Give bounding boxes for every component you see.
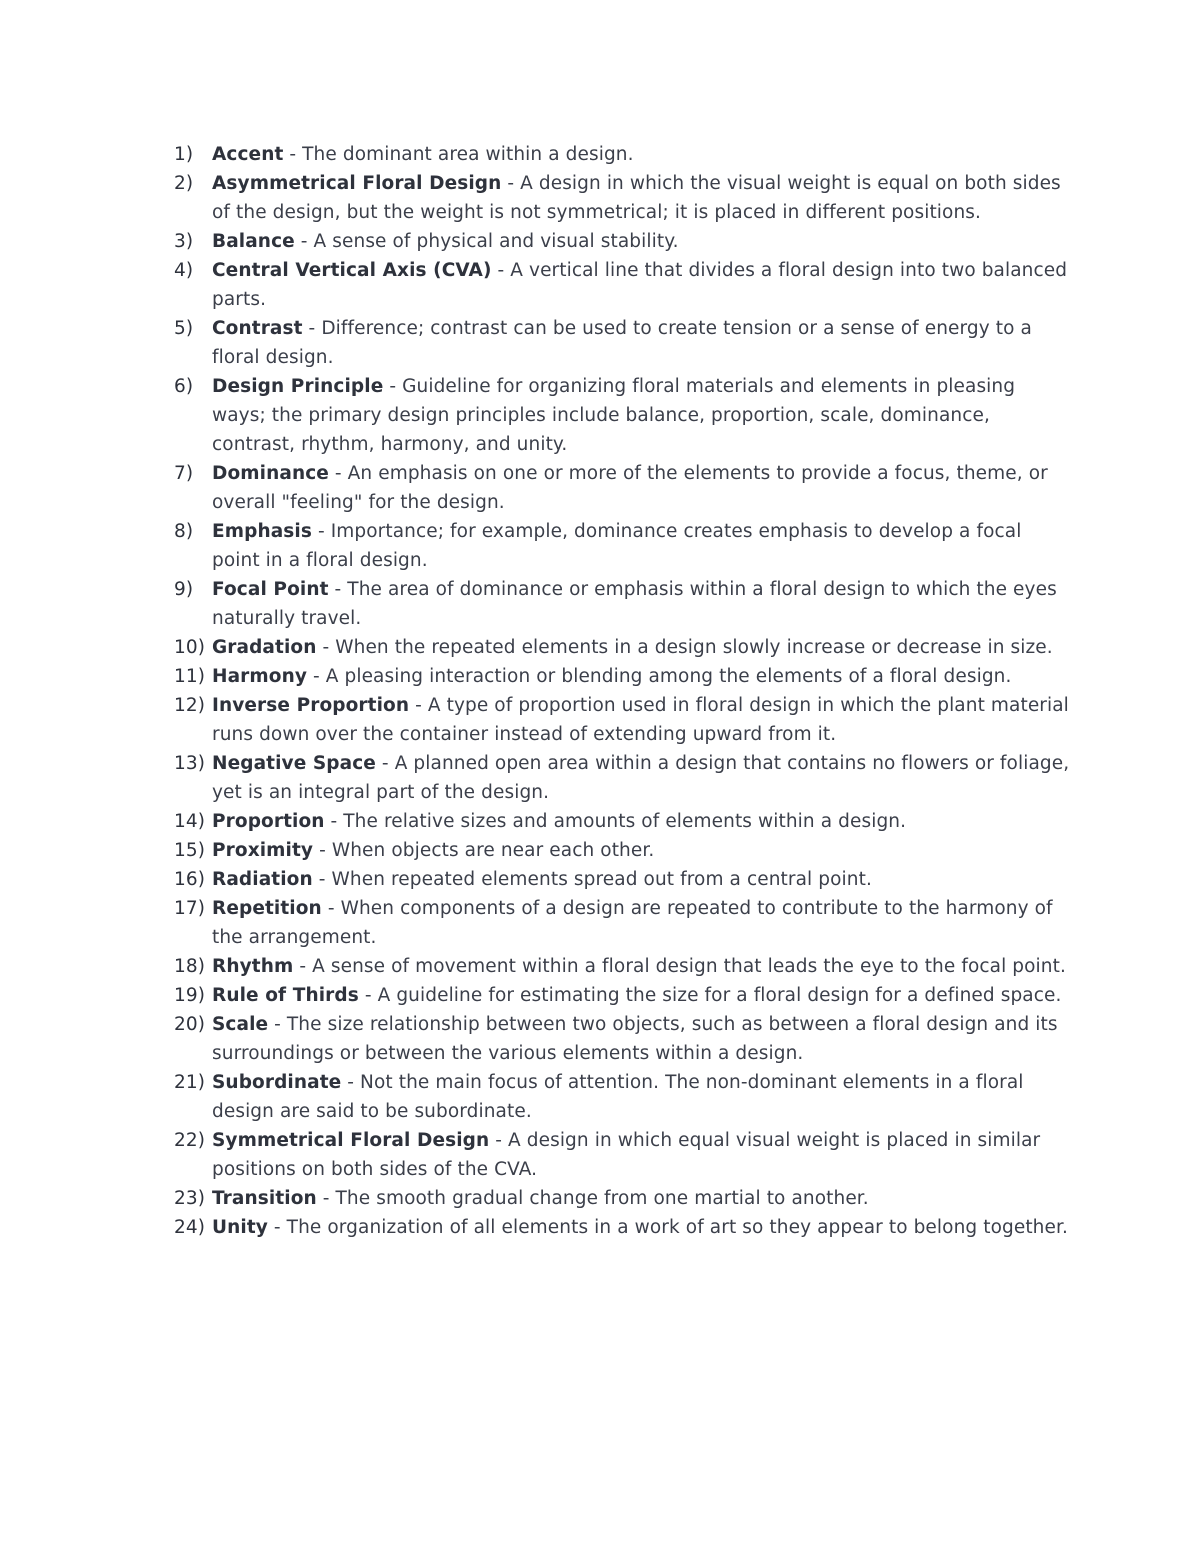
term-word: Subordinate — [212, 1072, 342, 1093]
glossary-item — [174, 256, 1074, 314]
glossary-item — [174, 372, 1074, 459]
term-word: Unity — [212, 1217, 268, 1238]
item-number: 9) — [174, 579, 194, 600]
glossary-item — [174, 1010, 1074, 1068]
item-number: 4) — [174, 260, 194, 281]
term-word: Emphasis — [212, 521, 312, 542]
term-definition: - Not the main focus of attention. The non-dominant elements in a floral design are said to be subordinate. — [212, 1072, 1024, 1122]
glossary-item — [174, 981, 1074, 1010]
item-number: 5) — [174, 318, 194, 339]
term-word: Rhythm — [212, 956, 294, 977]
term-definition: - The smooth gradual change from one martial to another. — [316, 1188, 869, 1209]
term-word: Proportion — [212, 811, 325, 832]
glossary-item — [174, 807, 1074, 836]
item-number: 7) — [174, 463, 194, 484]
term-word: Symmetrical Floral Design — [212, 1130, 490, 1151]
item-number: 12) — [174, 695, 206, 716]
glossary-item — [174, 952, 1074, 981]
item-number: 3) — [174, 231, 194, 252]
item-number: 6) — [174, 376, 194, 397]
item-number: 1) — [174, 144, 194, 165]
term-word: Contrast — [212, 318, 303, 339]
term-word: Accent — [212, 144, 284, 165]
item-number: 20) — [174, 1014, 206, 1035]
term-word: Harmony — [212, 666, 308, 687]
item-number: 8) — [174, 521, 194, 542]
term-word: Proximity — [212, 840, 314, 861]
item-number: 17) — [174, 898, 206, 919]
item-number: 21) — [174, 1072, 206, 1093]
term-definition: - The area of dominance or emphasis within a floral design to which the eyes naturally travel. — [212, 579, 1057, 629]
term-word: Negative Space — [212, 753, 376, 774]
term-definition: - Guideline for organizing floral materials and elements in pleasing ways; the primary design principles include balance, proportion, scale, dominance, contrast, rhythm, harmony, and unity. — [212, 376, 1016, 455]
term-word: Balance — [212, 231, 295, 252]
term-definition: - When the repeated elements in a design slowly increase or decrease in size. — [316, 637, 1053, 658]
glossary-item — [174, 169, 1074, 227]
term-definition: - A design in which the visual weight is equal on both sides of the design, but the weight is not symmetrical; it is placed in different positions. — [212, 173, 1061, 223]
term-word: Focal Point — [212, 579, 329, 600]
item-number: 13) — [174, 753, 206, 774]
term-definition: - The size relationship between two objects, such as between a floral design and its surroundings or between the various elements within a design. — [212, 1014, 1058, 1064]
term-word: Radiation — [212, 869, 313, 890]
glossary-item — [174, 227, 1074, 256]
term-definition: - A planned open area within a design that contains no flowers or foliage, yet is an integral part of the design. — [212, 753, 1070, 803]
glossary-item — [174, 691, 1074, 749]
term-word: Scale — [212, 1014, 269, 1035]
item-number: 11) — [174, 666, 206, 687]
item-number: 23) — [174, 1188, 206, 1209]
term-definition: - Difference; contrast can be used to create tension or a sense of energy to a floral design. — [212, 318, 1032, 368]
term-word: Gradation — [212, 637, 317, 658]
glossary-item — [174, 314, 1074, 372]
item-number: 15) — [174, 840, 206, 861]
term-definition: - When components of a design are repeated to contribute to the harmony of the arrangement. — [212, 898, 1053, 948]
term-definition: - When repeated elements spread out from a central point. — [312, 869, 872, 890]
term-word: Dominance — [212, 463, 329, 484]
glossary-item — [174, 1184, 1074, 1213]
term-word: Asymmetrical Floral Design — [212, 173, 502, 194]
item-number: 10) — [174, 637, 206, 658]
item-number: 14) — [174, 811, 206, 832]
item-number: 18) — [174, 956, 206, 977]
term-definition: - A guideline for estimating the size for a floral design for a defined space. — [358, 985, 1062, 1006]
term-word: Rule of Thirds — [212, 985, 359, 1006]
glossary-item — [174, 1126, 1074, 1184]
glossary-item — [174, 836, 1074, 865]
glossary-item — [174, 1213, 1074, 1242]
glossary-item — [174, 894, 1074, 952]
term-definition: - A vertical line that divides a floral design into two balanced parts. — [212, 260, 1068, 310]
glossary-item — [174, 865, 1074, 894]
term-word: Design Principle — [212, 376, 384, 397]
term-definition: - A sense of physical and visual stability. — [294, 231, 679, 252]
item-number: 16) — [174, 869, 206, 890]
item-number: 24) — [174, 1217, 206, 1238]
term-definition: - The organization of all elements in a work of art so they appear to belong together. — [267, 1217, 1068, 1238]
term-definition: - Importance; for example, dominance creates emphasis to develop a focal point in a floral design. — [212, 521, 1022, 571]
term-definition: - An emphasis on one or more of the elements to provide a focus, theme, or overall "feeling" for the design. — [212, 463, 1048, 513]
glossary-item — [174, 517, 1074, 575]
term-word: Transition — [212, 1188, 317, 1209]
glossary-item — [174, 749, 1074, 807]
item-number: 2) — [174, 173, 194, 194]
term-definition: - A pleasing interaction or blending among the elements of a floral design. — [307, 666, 1012, 687]
term-definition: - The relative sizes and amounts of elements within a design. — [324, 811, 907, 832]
item-number: 22) — [174, 1130, 206, 1151]
glossary-item — [174, 140, 1074, 169]
term-definition: - A sense of movement within a floral design that leads the eye to the focal point. — [293, 956, 1066, 977]
term-definition: - When objects are near each other. — [313, 840, 655, 861]
term-word: Central Vertical Axis (CVA) — [212, 260, 492, 281]
term-definition: - A design in which equal visual weight is placed in similar positions on both sides of the CVA. — [212, 1130, 1041, 1180]
glossary-item — [174, 662, 1074, 691]
glossary-item — [174, 633, 1074, 662]
term-word: Inverse Proportion — [212, 695, 410, 716]
glossary-item — [174, 575, 1074, 633]
term-definition: - The dominant area within a design. — [283, 144, 634, 165]
glossary-list — [174, 140, 1074, 1242]
term-definition: - A type of proportion used in floral design in which the plant material runs down over the container instead of extending upward from it. — [212, 695, 1069, 745]
glossary-item — [174, 459, 1074, 517]
item-number: 19) — [174, 985, 206, 1006]
term-word: Repetition — [212, 898, 322, 919]
glossary-item — [174, 1068, 1074, 1126]
